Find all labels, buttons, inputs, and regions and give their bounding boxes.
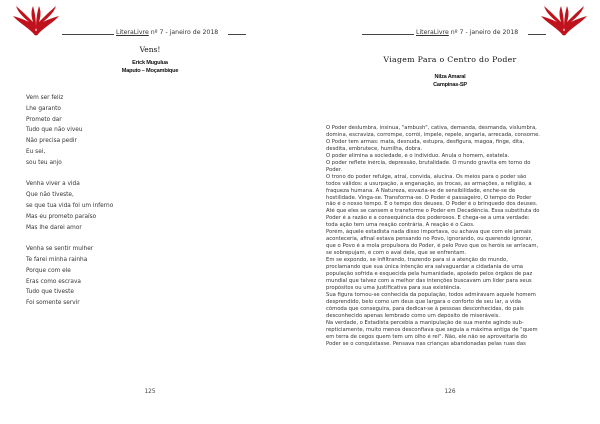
article-line: Até que eles se cansem e transforme o Poder em Decadência. Essa substituta do bbox=[326, 208, 540, 215]
article-line: O Poder deslumbra, insinua, "ambush", cativa, demanda, desmanda, vislumbra, bbox=[326, 125, 537, 131]
poem-title: Vens! bbox=[139, 45, 161, 54]
article-line: Na verdade, o Estadista percebia a manipulação de sua mente agindo sub- bbox=[326, 319, 524, 326]
poem-line: Tudo que tiveste bbox=[26, 289, 74, 296]
poem-line: Prometo dar bbox=[26, 116, 62, 123]
article-title: Viagem Para o Centro do Poder bbox=[383, 55, 517, 64]
winged-logo-icon bbox=[540, 4, 588, 38]
page-number: 125 bbox=[144, 389, 156, 395]
header-rule bbox=[62, 34, 114, 35]
article-line: O trono do poder refulge, atrai, convida, alucina. Os meios para o poder são bbox=[326, 173, 527, 180]
page-header bbox=[306, 4, 594, 40]
poem-line: Mas eu prometo paraíso bbox=[26, 213, 97, 220]
author-location: Maputo – Moçambique bbox=[121, 68, 179, 74]
article-line: toda ação tem uma reação contrária. A reação é o Caos. bbox=[326, 222, 475, 229]
poem-line: Venha viver a vida bbox=[26, 181, 80, 188]
article-line: propósitos ou uma justificativa para sua existência. bbox=[326, 284, 462, 291]
right-page bbox=[300, 0, 600, 424]
poem-line: Vem ser feliz bbox=[26, 95, 64, 101]
poem-line: Mas lhe darei amor bbox=[26, 224, 82, 231]
header-rule bbox=[228, 34, 246, 35]
article-line: aconteceria, afinal estava pensando no Povo, ignorando, ou querendo ignorar, bbox=[326, 236, 533, 243]
poem-line: Não precisa pedir bbox=[26, 138, 77, 145]
poem-line: Foi somente servir bbox=[26, 300, 80, 307]
issue-info: nº 7 - janeiro de 2018 bbox=[150, 29, 219, 36]
poem-line: Porque com ele bbox=[26, 267, 71, 274]
article-line: Em se expondo, se infiltrando, trazendo para si a atenção do mundo, bbox=[326, 257, 508, 264]
poem-line: Eras como escrava bbox=[26, 278, 81, 285]
article-line: O poder elimina a sociedade, e o indivíduo. Anula o homem, estatela. bbox=[326, 152, 510, 159]
article-line: repticiamente, muito menos desconfiava que seguia a máxima antiga de "quem bbox=[326, 326, 538, 333]
article-line: Poder é a razão e a consequência dos poderosos. E chega-se a uma verdade: bbox=[326, 215, 530, 222]
magazine-name: LiteraLivre bbox=[416, 29, 449, 36]
article-line: proclamando que sua única intenção era salvaguardar a cidadania de uma bbox=[326, 264, 524, 271]
header-rule bbox=[362, 34, 414, 35]
poem-line: Eu sei, bbox=[26, 148, 46, 155]
article-line: fraqueza humana. A Natureza, esvazia-se de sensibilidade, enche-se de bbox=[326, 187, 516, 194]
header-text bbox=[416, 29, 518, 36]
article-line: desconhecido apenas lembrado como um depósito de miseráveis. bbox=[326, 312, 501, 319]
article-line: desdita, embrutece, humilha, dobra. bbox=[326, 145, 423, 152]
article-line: em terra de cegos quem tem um olho é rei". Não, ele não se aproveitaria do bbox=[326, 333, 528, 340]
winged-logo-icon bbox=[12, 4, 60, 38]
article-line: desprendido, belo como um deus que largara o conforto de seu lar, a vida bbox=[326, 298, 522, 305]
page-header bbox=[6, 4, 294, 40]
article-line: Sua figura tornou-se conhecida da população, todos admiravam aquele homem bbox=[326, 291, 536, 298]
article-line: cômoda que conseguira, para dedicar-se à pessoas desconhecidas, do país bbox=[326, 305, 524, 312]
article-line: se sobrepujam, é com o aval dele, que se enfrentam. bbox=[326, 250, 467, 257]
article-line: não é o nosso tempo. É o tempo dos deuses. O Poder é o brinquedo dos deuses. bbox=[326, 201, 538, 208]
magazine-name: LiteraLivre bbox=[116, 29, 149, 36]
article-line: hostilidade. Vinga-se. Transforma-se. O Poder é passageiro, O tempo do Poder bbox=[326, 194, 532, 201]
poem-line: sou teu anjo bbox=[26, 159, 62, 166]
article-line: O Poder tem armas: mata, desnuda, estupra, desfigura, magoa, finge, dita, bbox=[326, 138, 525, 145]
article-line: que o Povo é a mola propulsora do Poder, é pelo Povo que os heróis se arriscam, bbox=[326, 243, 539, 250]
page-number: 126 bbox=[444, 389, 456, 395]
article-body bbox=[326, 125, 586, 348]
poem-line: se que tua vida foi um inferno bbox=[26, 202, 114, 209]
article-line: Poder. bbox=[326, 166, 343, 173]
author-name: Nilza Amaral bbox=[434, 74, 466, 80]
poem-line: Venha se sentir mulher bbox=[26, 246, 94, 253]
article-line: todos válidos: a usurpação, a enganação, as trocas, as armações, a religião, a bbox=[326, 180, 532, 187]
article-line: Porém, àquele estadista nada disso importava, ou achava que com ele jamais bbox=[326, 229, 532, 236]
poem-line: Que não tiveste, bbox=[26, 192, 74, 199]
author-location: Campinas-SP bbox=[433, 82, 467, 88]
article-line: Poder se o conquistasse. Pensava nas crianças abandonadas pelas ruas das bbox=[326, 340, 526, 347]
header-text bbox=[116, 29, 218, 36]
author-name: Erick Mugulua bbox=[132, 60, 168, 66]
article-line: mundial que talvez com a melhor das intenções buscavam um líder para seus bbox=[326, 277, 532, 284]
article-line: O poder reflete inércia, depressão, brutalidade. O mundo gravita em torno do bbox=[326, 159, 531, 166]
poem-line: Te farei minha rainha bbox=[26, 256, 88, 263]
article-line: domina, escraviza, corrompe, corrói, impele, repele, angaria, arrecada, consome. bbox=[326, 131, 540, 138]
poem-line: Tudo que não viveu bbox=[26, 127, 83, 134]
issue-info: nº 7 - janeiro de 2018 bbox=[450, 29, 519, 36]
poem-body bbox=[26, 93, 276, 309]
article-line: população sofrida e esquecida pela humanidade, apoiado pelos órgãos de paz bbox=[326, 271, 533, 278]
poem-line: Lhe garanto bbox=[26, 105, 61, 112]
